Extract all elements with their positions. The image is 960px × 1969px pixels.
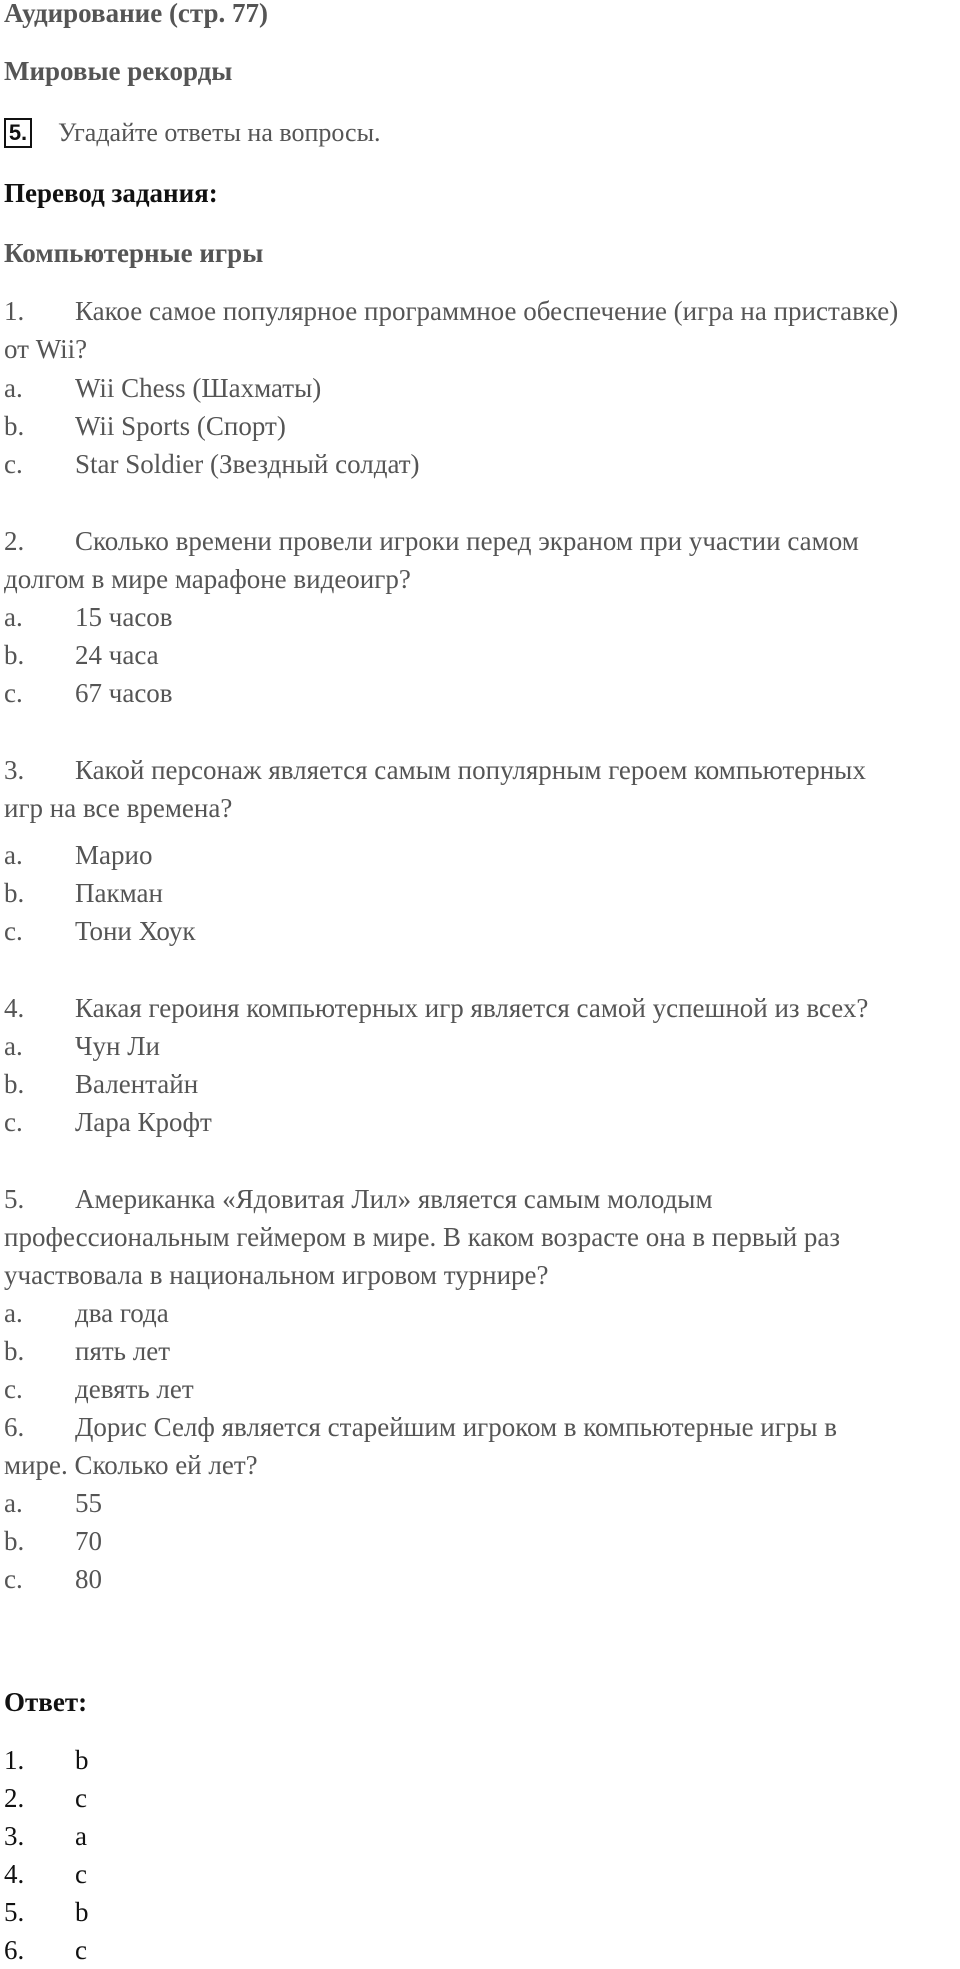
option-letter: b. bbox=[4, 878, 25, 908]
answer-number: 3. bbox=[4, 1821, 25, 1851]
question-text-continued: от Wii? bbox=[4, 334, 88, 364]
answer-number: 1. bbox=[4, 1745, 25, 1775]
answer-value: b bbox=[75, 1897, 89, 1927]
answer-number: 4. bbox=[4, 1859, 25, 1889]
option-letter: c. bbox=[4, 1564, 23, 1594]
option-letter: a. bbox=[4, 1488, 23, 1518]
option-letter: a. bbox=[4, 373, 23, 403]
question-text: Американка «Ядовитая Лил» является самым молодым bbox=[75, 1184, 713, 1214]
question-text-continued: профессиональным геймером в мире. В каком возрасте она в первый раз bbox=[4, 1222, 841, 1252]
option-letter: b. bbox=[4, 411, 25, 441]
question-text-continued: участвовала в национальном игровом турнире? bbox=[4, 1260, 549, 1290]
option-text: 80 bbox=[75, 1564, 102, 1594]
answer-value: c bbox=[75, 1859, 87, 1889]
answer-value: c bbox=[75, 1935, 87, 1965]
question-text: Сколько времени провели игроки перед экраном при участии самом bbox=[75, 526, 859, 556]
option-letter: c. bbox=[4, 449, 23, 479]
answer-value: c bbox=[75, 1783, 87, 1813]
answer-heading: Ответ: bbox=[4, 1687, 88, 1717]
option-letter: a. bbox=[4, 1031, 23, 1061]
task-number-box: 5. bbox=[4, 118, 32, 148]
option-text: 24 часа bbox=[75, 640, 159, 670]
option-letter: b. bbox=[4, 1336, 25, 1366]
task-instruction: Угадайте ответы на вопросы. bbox=[58, 118, 381, 147]
question-number: 5. bbox=[4, 1184, 25, 1214]
page-title: Аудирование (стр. 77) bbox=[4, 0, 269, 28]
answer-value: b bbox=[75, 1745, 89, 1775]
answer-value: a bbox=[75, 1821, 87, 1851]
option-text: Валентайн bbox=[75, 1069, 199, 1099]
option-text: 70 bbox=[75, 1526, 102, 1556]
option-text: Лара Крофт bbox=[75, 1107, 212, 1137]
option-letter: a. bbox=[4, 602, 23, 632]
option-text: Марио bbox=[75, 840, 153, 870]
option-text: Тони Хоук bbox=[75, 916, 196, 946]
question-text-continued: долгом в мире марафоне видеоигр? bbox=[4, 564, 411, 594]
question-text-continued: игр на все времена? bbox=[4, 793, 233, 823]
option-text: пять лет bbox=[75, 1336, 170, 1366]
option-text: Пакман bbox=[75, 878, 163, 908]
question-number: 3. bbox=[4, 755, 25, 785]
option-text: 15 часов bbox=[75, 602, 173, 632]
question-number: 4. bbox=[4, 993, 25, 1023]
question-text: Дорис Селф является старейшим игроком в компьютерные игры в bbox=[75, 1412, 837, 1442]
option-text: Wii Chess (Шахматы) bbox=[75, 373, 322, 403]
answer-number: 6. bbox=[4, 1935, 25, 1965]
question-number: 6. bbox=[4, 1412, 25, 1442]
option-letter: b. bbox=[4, 640, 25, 670]
option-letter: b. bbox=[4, 1526, 25, 1556]
answer-number: 2. bbox=[4, 1783, 25, 1813]
option-letter: a. bbox=[4, 1298, 23, 1328]
option-letter: c. bbox=[4, 1107, 23, 1137]
option-letter: b. bbox=[4, 1069, 25, 1099]
question-text-continued: мире. Сколько ей лет? bbox=[4, 1450, 258, 1480]
option-text: 55 bbox=[75, 1488, 102, 1518]
question-number: 1. bbox=[4, 296, 25, 326]
question-text: Какая героиня компьютерных игр является самой успешной из всех? bbox=[75, 993, 869, 1023]
section-title: Компьютерные игры bbox=[4, 238, 264, 268]
option-letter: c. bbox=[4, 678, 23, 708]
option-text: 67 часов bbox=[75, 678, 173, 708]
question-number: 2. bbox=[4, 526, 25, 556]
option-text: два года bbox=[75, 1298, 169, 1328]
question-text: Какой персонаж является самым популярным героем компьютерных bbox=[75, 755, 866, 785]
option-letter: c. bbox=[4, 1374, 23, 1404]
translation-heading: Перевод задания: bbox=[4, 178, 218, 208]
question-text: Какое самое популярное программное обеспечение (игра на приставке) bbox=[75, 296, 899, 326]
option-text: девять лет bbox=[75, 1374, 194, 1404]
option-text: Star Soldier (Звездный солдат) bbox=[75, 449, 420, 479]
option-letter: a. bbox=[4, 840, 23, 870]
answer-number: 5. bbox=[4, 1897, 25, 1927]
page-subtitle: Мировые рекорды bbox=[4, 56, 233, 86]
option-text: Чун Ли bbox=[75, 1031, 161, 1061]
option-letter: c. bbox=[4, 916, 23, 946]
option-text: Wii Sports (Спорт) bbox=[75, 411, 286, 441]
